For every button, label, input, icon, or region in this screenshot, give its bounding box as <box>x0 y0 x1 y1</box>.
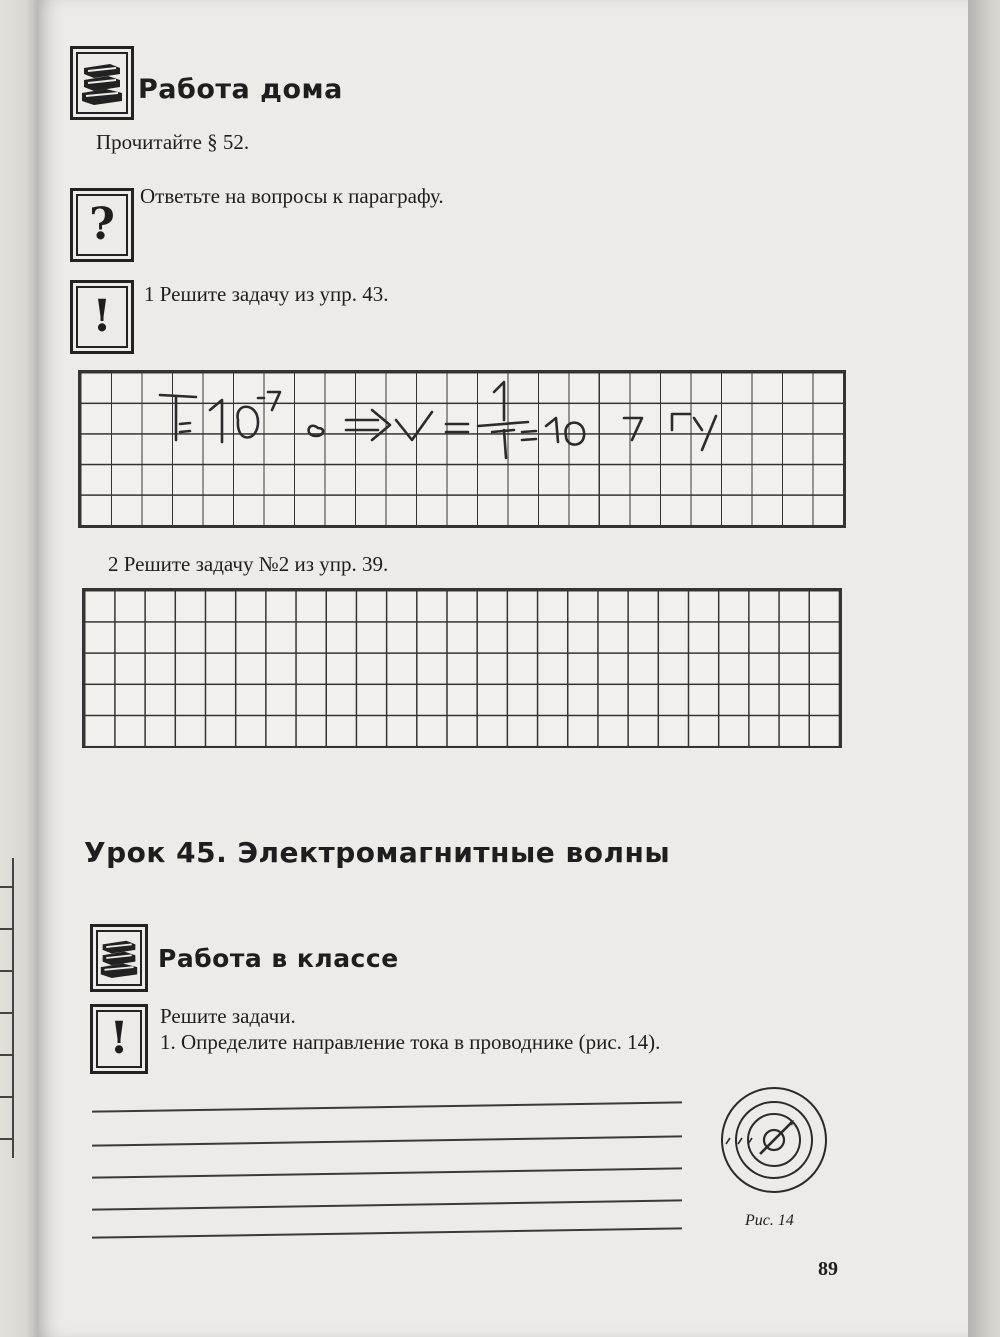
classwork-task-1-text: 1. Определите направление тока в проводнике (рис. 14). <box>160 1030 661 1054</box>
books-icon-classwork <box>90 924 148 992</box>
page-number: 89 <box>818 1258 838 1280</box>
homework-heading: Работа дома <box>138 74 343 105</box>
task-1-text: 1 Решите задачу из упр. 43. <box>144 282 389 306</box>
lesson-title: Урок 45. Электромагнитные волны <box>84 836 671 869</box>
classwork-heading: Работа в классе <box>158 944 399 973</box>
answer-questions-text: Ответьте на вопросы к параграфу. <box>140 184 444 208</box>
figure-caption: Рис. 14 <box>745 1212 794 1229</box>
exclamation-icon-classwork <box>90 1004 148 1074</box>
exclamation-glyph-classwork: ! <box>109 1013 129 1064</box>
exclamation-glyph: ! <box>92 291 112 342</box>
answer-grid-2[interactable] <box>82 588 842 748</box>
read-paragraph-text: Прочитайте § 52. <box>96 130 250 154</box>
task-2-text: 2 Решите задачу №2 из упр. 39. <box>108 552 389 576</box>
solve-tasks-text: Решите задачи. <box>160 1004 296 1028</box>
figure-14-magnetic-field <box>712 1082 830 1200</box>
question-glyph: ? <box>89 199 115 250</box>
